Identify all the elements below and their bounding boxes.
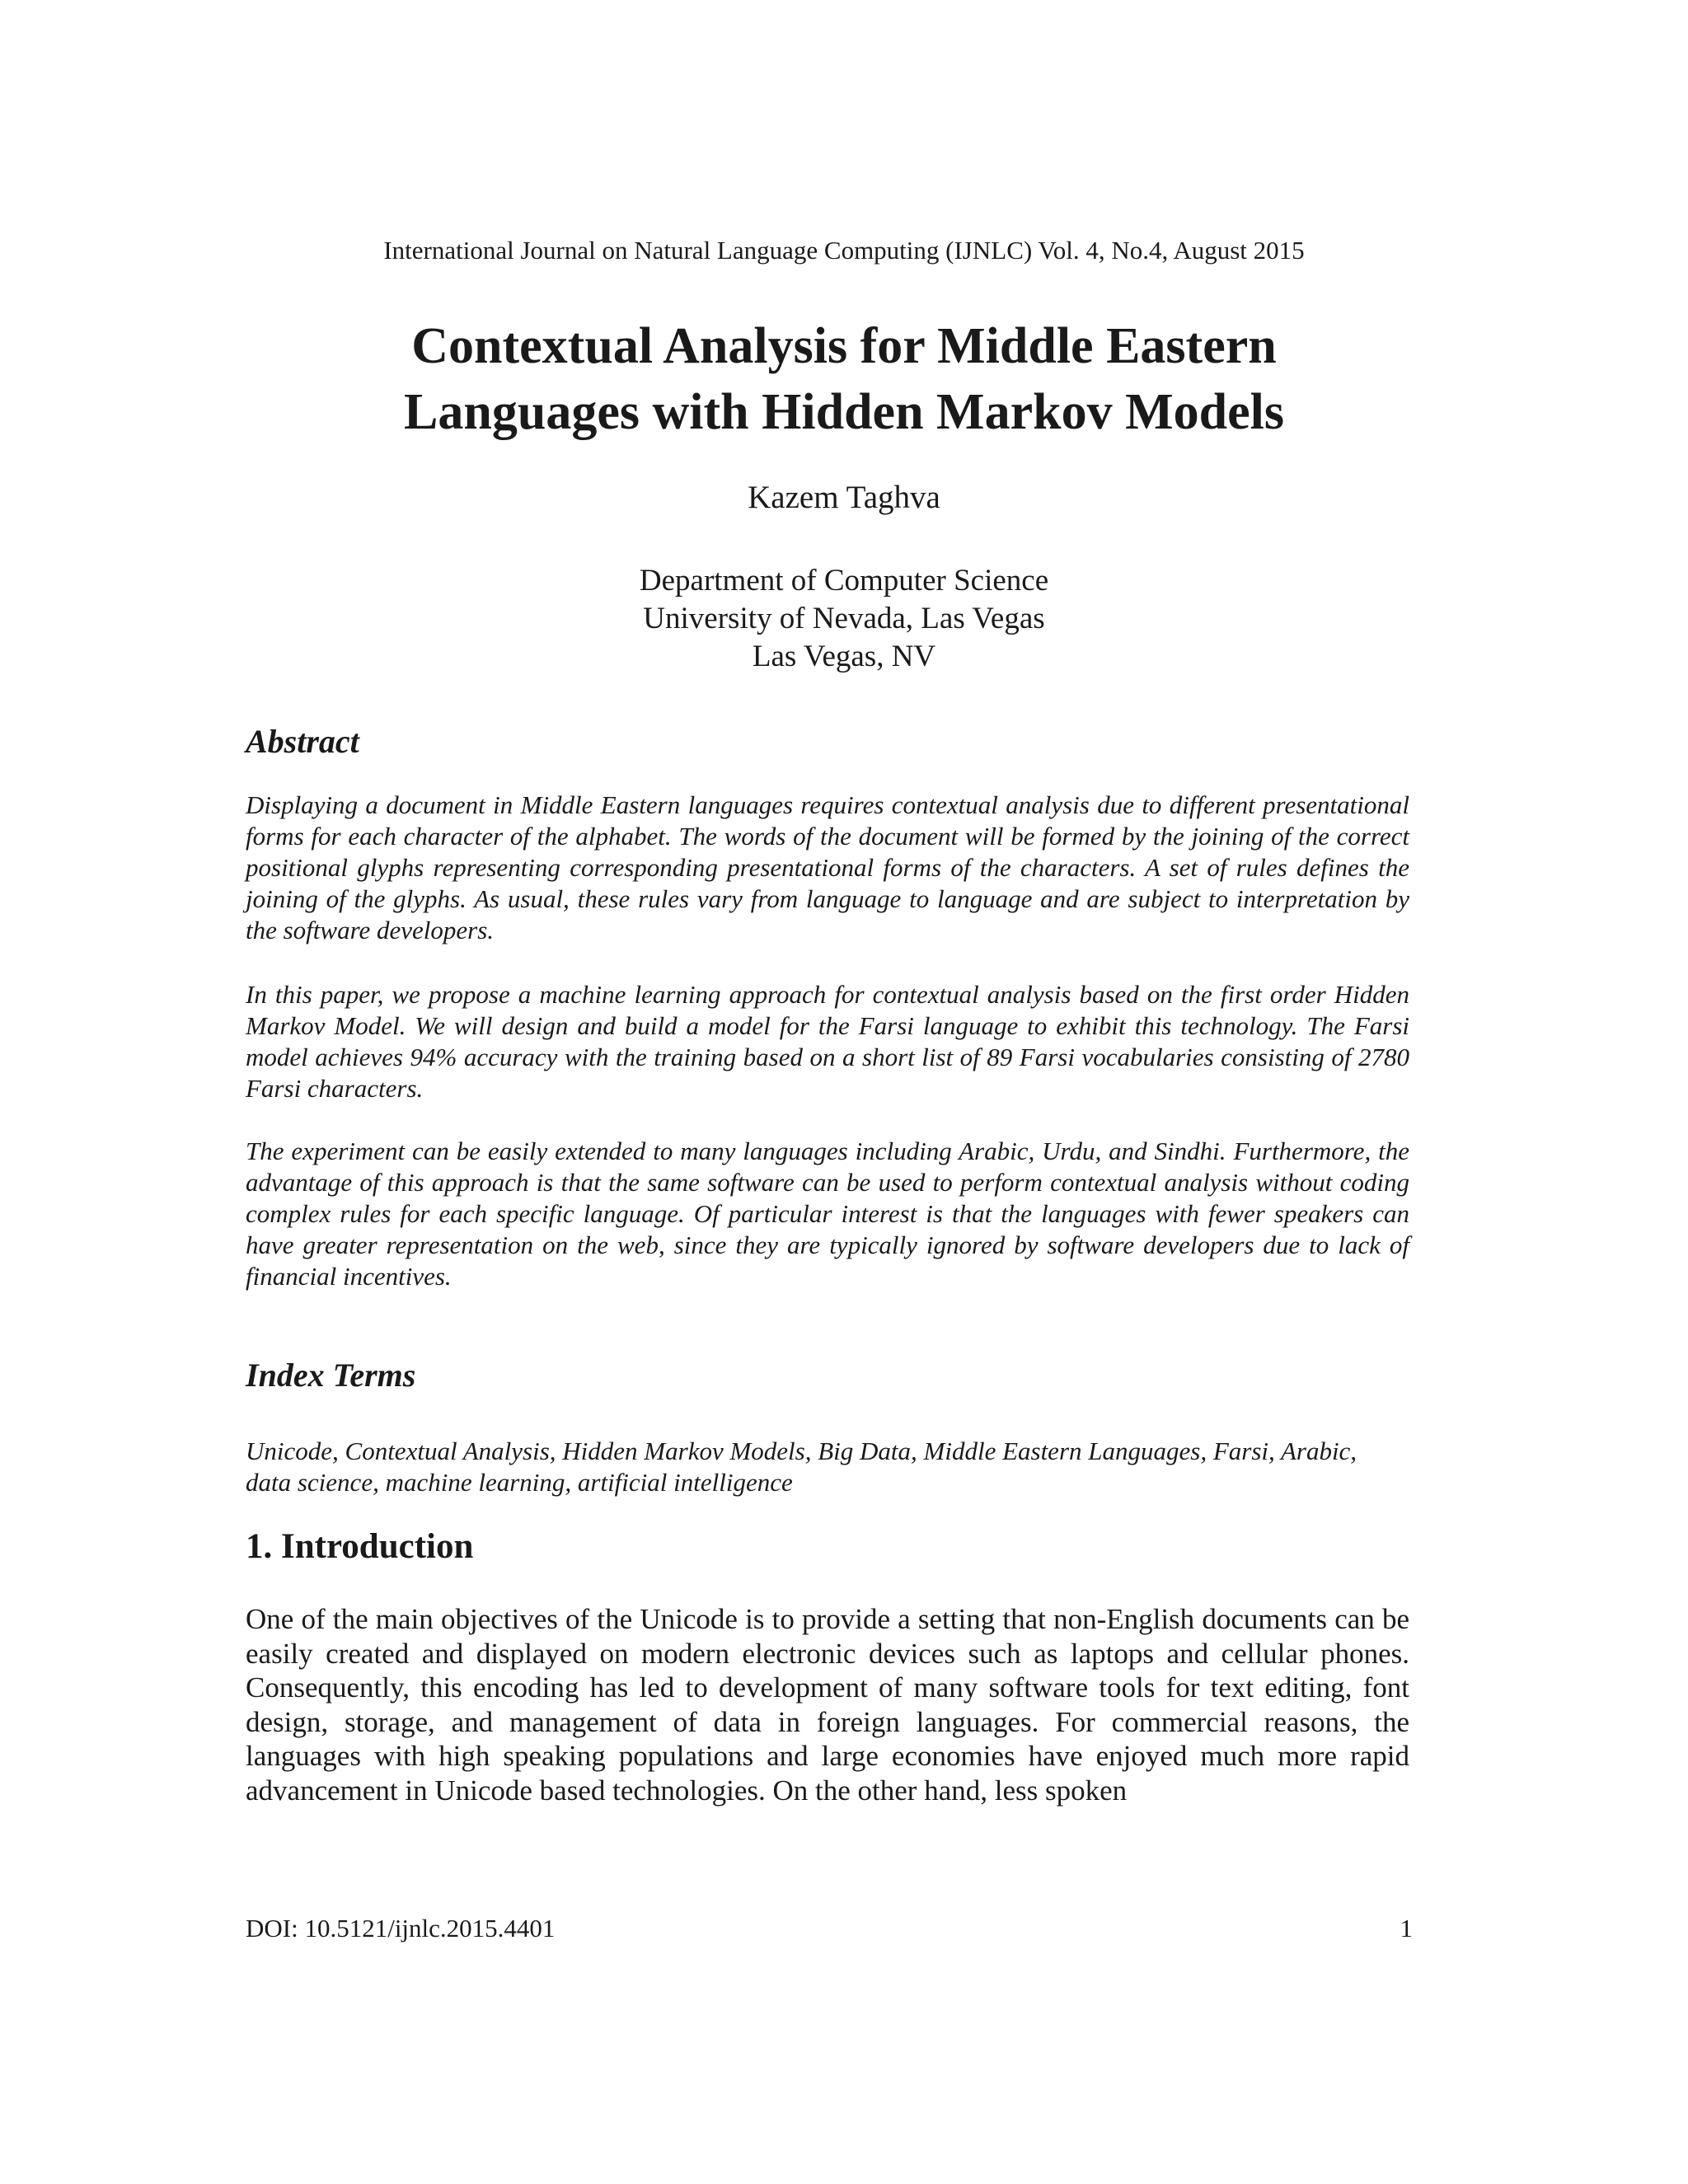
paper-title [0,313,1688,445]
introduction-heading: 1. Introduction [246,1527,474,1566]
abstract-heading: Abstract [246,723,359,760]
index-terms-text: Unicode, Contextual Analysis, Hidden Markov Models, Big Data, Middle Eastern Languages, Farsi, Arabic, data science, machine learning, artificial intelligence [246,1436,1357,1497]
index-terms-heading: Index Terms [246,1357,416,1394]
introduction-paragraph: One of the main objectives of the Unicode is to provide a setting that non-English documents can be easily created and displayed on modern electronic devices such as laptops and cellular phones. Consequently, this encoding has led to development of many software tools for text editing, font design, storage, and management of data in foreign languages. For commercial reasons, the languages with high speaking populations and large economies have enjoyed much more rapid advancement in Unicode based technologies. On the other hand, less spoken [246,1603,1409,1807]
footer-doi: DOI: 10.5121/ijnlc.2015.4401 [246,1914,556,1943]
abstract-paragraph-2: In this paper, we propose a machine learning approach for contextual analysis based on the first order Hidden Markov Model. We will design and build a model for the Farsi language to exhibit this technology. The Farsi model achieves 94% accuracy with the training based on a short list of 89 Farsi vocabularies consisting of 2780 Farsi characters. [246,980,1409,1103]
abstract-paragraph-3: The experiment can be easily extended to many languages including Arabic, Urdu, and Sindhi. Furthermore, the advantage of this approach is that the same software can be used to perform contextual analysis without coding complex rules for each specific language. Of particular interest is that the languages with fewer speakers can have greater representation on the web, since they are typically ignored by software developers due to lack of financial incentives. [246,1137,1409,1291]
paper-title-line-1: Contextual Analysis for Middle Eastern [411,318,1277,374]
abstract-paragraph-1: Displaying a document in Middle Eastern languages requires contextual analysis due to different presentational forms for each character of the alphabet. The words of the document will be formed by the joining of the correct positional glyphs representing corresponding presentational forms of the characters. A set of rules defines the joining of the glyphs. As usual, these rules vary from language to language and are subject to interpretation by the software developers. [246,790,1409,944]
affiliation-location: Las Vegas, NV [752,640,936,673]
affiliation-university: University of Nevada, Las Vegas [643,602,1045,635]
journal-header: International Journal on Natural Language Computing (IJNLC) Vol. 4, No.4, August 2015 [383,236,1305,265]
author-affiliation [0,562,1688,676]
footer-page-number: 1 [1400,1914,1413,1943]
author-name: Kazem Taghva [748,480,940,515]
affiliation-department: Department of Computer Science [639,564,1049,598]
paper-title-line-2: Languages with Hidden Markov Models [404,384,1284,440]
